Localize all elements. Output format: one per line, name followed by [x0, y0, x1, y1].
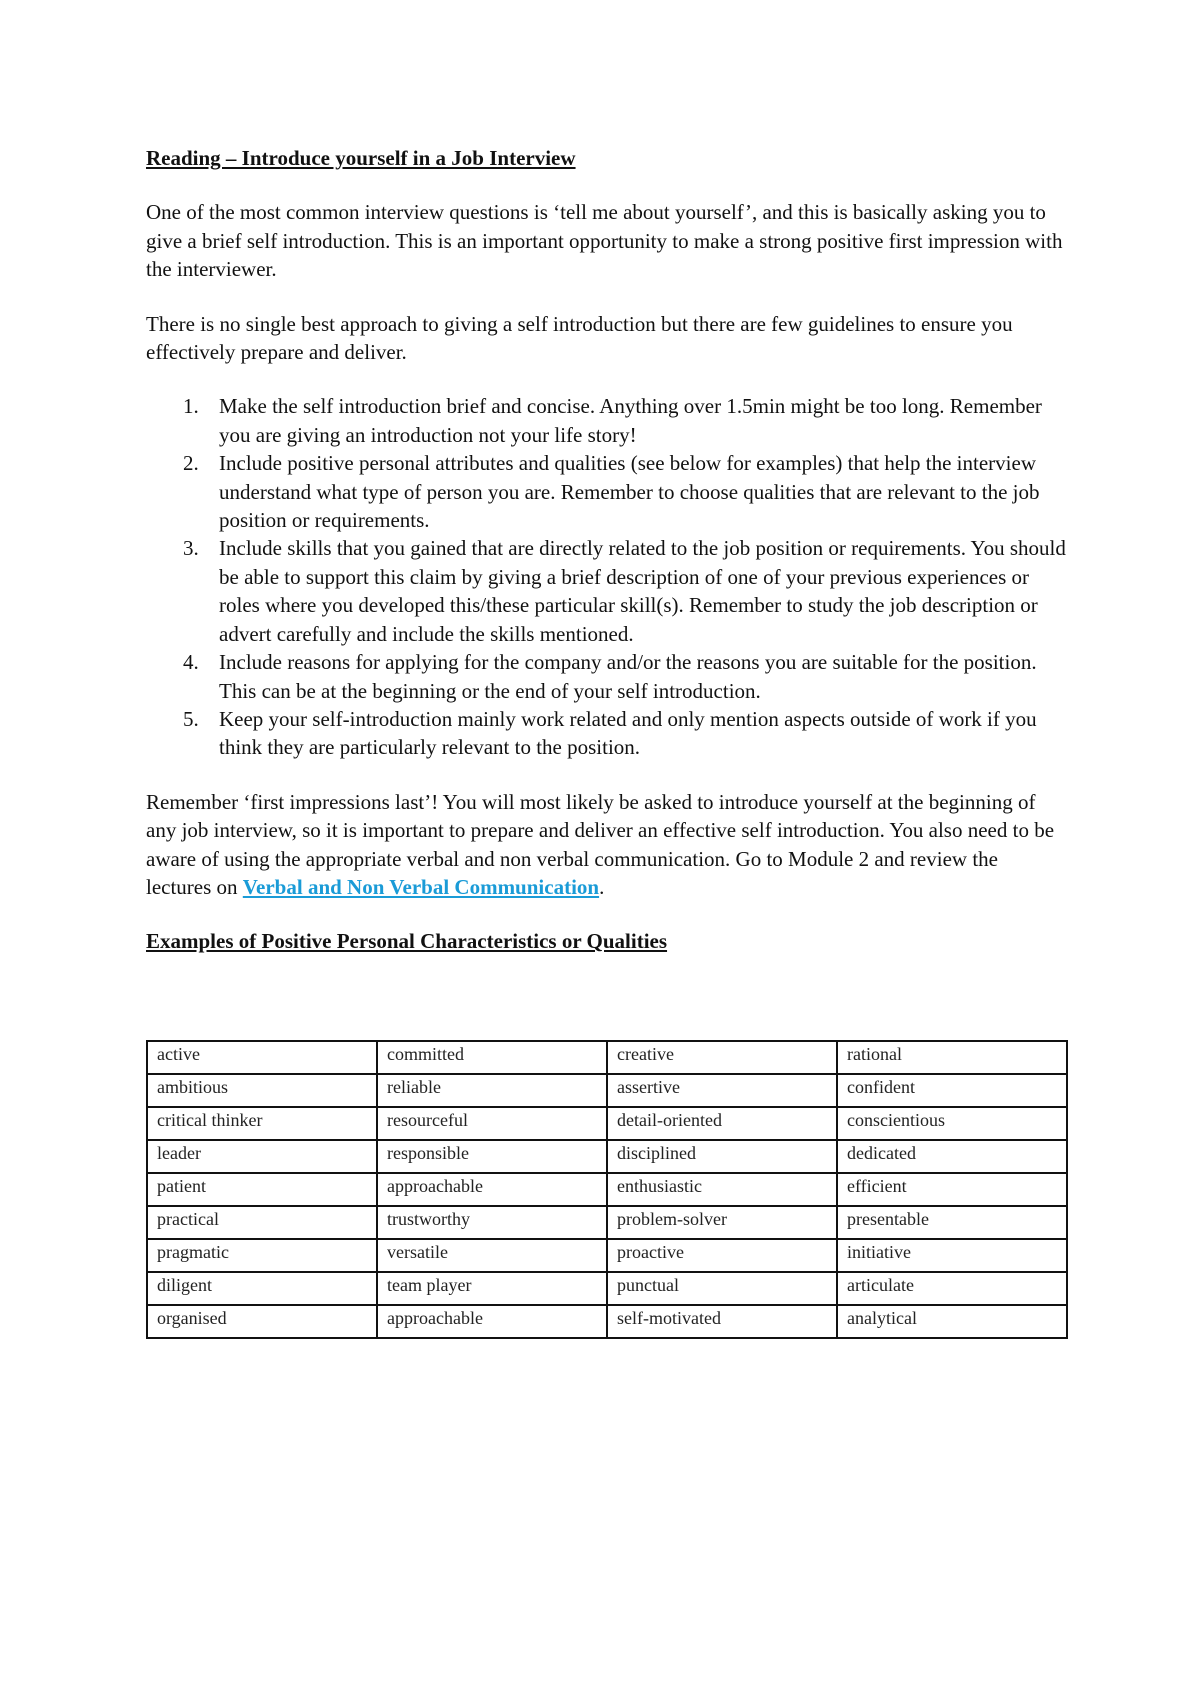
table-row: [147, 1272, 1067, 1305]
table-cell: problem-solver: [607, 1206, 837, 1239]
table-cell: self-motivated: [607, 1305, 837, 1338]
table-cell: approachable: [377, 1173, 607, 1206]
table-cell: patient: [147, 1173, 377, 1206]
table-cell: presentable: [837, 1206, 1067, 1239]
table-cell: committed: [377, 1041, 607, 1074]
page-title: Reading – Introduce yourself in a Job Interview: [146, 146, 576, 170]
qualities-table-body: [147, 1041, 1067, 1338]
list-item: [146, 648, 1066, 705]
table-cell: critical thinker: [147, 1107, 377, 1140]
table-row: [147, 1041, 1067, 1074]
table-cell: enthusiastic: [607, 1173, 837, 1206]
table-cell: reliable: [377, 1074, 607, 1107]
list-item-text: Make the self introduction brief and concise. Anything over 1.5min might be too long. Remember you are giving an introduction not your life story!: [219, 394, 1042, 447]
list-item: [146, 705, 1066, 762]
table-cell: efficient: [837, 1173, 1067, 1206]
table-cell: trustworthy: [377, 1206, 607, 1239]
table-cell: conscientious: [837, 1107, 1067, 1140]
table-cell: punctual: [607, 1272, 837, 1305]
table-cell: creative: [607, 1041, 837, 1074]
table-cell: resourceful: [377, 1107, 607, 1140]
table-cell: analytical: [837, 1305, 1067, 1338]
list-number: 2.: [183, 451, 199, 476]
closing-end: .: [599, 874, 605, 899]
table-cell: approachable: [377, 1305, 607, 1338]
table-cell: confident: [837, 1074, 1067, 1107]
list-item: [146, 534, 1066, 648]
table-cell: initiative: [837, 1239, 1067, 1272]
table-cell: assertive: [607, 1074, 837, 1107]
table-cell: rational: [837, 1041, 1067, 1074]
table-row: [147, 1140, 1067, 1173]
table-cell: active: [147, 1041, 377, 1074]
table-row: [147, 1239, 1067, 1272]
table-cell: articulate: [837, 1272, 1067, 1305]
closing-text: Remember ‘first impressions last’! You will most likely be asked to introduce yourself at the beginning of any job interview, so it is important to prepare and deliver an effective self introduction. You also need to be aware of using the appropriate verbal and non verbal communication. Go to Module 2 and review the lectures on: [146, 789, 1055, 899]
table-cell: responsible: [377, 1140, 607, 1173]
list-item-text: Include positive personal attributes and qualities (see below for examples) that help the interview understand what type of person you are. Remember to choose qualities that are relevant to the job position or requirements.: [219, 451, 1040, 533]
list-number: 3.: [183, 536, 199, 561]
list-number: 5.: [183, 706, 199, 731]
table-cell: diligent: [147, 1272, 377, 1305]
intro-paragraph-1: One of the most common interview questions is ‘tell me about yourself’, and this is basically asking you to give a brief self introduction. This is an important opportunity to make a strong positive first impression with the interviewer.: [146, 200, 1063, 282]
table-cell: ambitious: [147, 1074, 377, 1107]
list-number: 4.: [183, 650, 199, 675]
table-row: [147, 1074, 1067, 1107]
table-cell: pragmatic: [147, 1239, 377, 1272]
table-row: [147, 1305, 1067, 1338]
list-item-text: Include reasons for applying for the company and/or the reasons you are suitable for the position. This can be at the beginning or the end of your self introduction.: [219, 650, 1037, 703]
table-cell: team player: [377, 1272, 607, 1305]
list-item: [146, 392, 1066, 449]
list-item-text: Keep your self-introduction mainly work related and only mention aspects outside of work if you think they are particularly relevant to the position.: [219, 706, 1037, 760]
guidelines-list: [146, 392, 1066, 761]
intro-paragraph-2: There is no single best approach to giving a self introduction but there are few guidelines to ensure you effectively prepare and deliver.: [146, 311, 1013, 365]
table-row: [147, 1173, 1067, 1206]
table-cell: disciplined: [607, 1140, 837, 1173]
table-row: [147, 1206, 1067, 1239]
list-item-text: Include skills that you gained that are directly related to the job position or requirements. You should be able to support this claim by giving a brief description of one of your previous experiences or roles where you developed this/these particular skill(s). Remember to study the job description or advert carefully and include the skills mentioned.: [219, 536, 1066, 646]
qualities-table: [146, 1040, 1068, 1339]
table-cell: leader: [147, 1140, 377, 1173]
table-cell: dedicated: [837, 1140, 1067, 1173]
examples-heading: Examples of Positive Personal Characteristics or Qualities: [146, 929, 668, 954]
table-cell: versatile: [377, 1239, 607, 1272]
table-cell: detail-oriented: [607, 1107, 837, 1140]
verbal-communication-link[interactable]: Verbal and Non Verbal Communication: [242, 874, 600, 899]
table-cell: proactive: [607, 1239, 837, 1272]
document-body: [146, 144, 1066, 956]
table-cell: organised: [147, 1305, 377, 1338]
table-cell: practical: [147, 1206, 377, 1239]
closing-paragraph: [146, 788, 1066, 902]
table-row: [147, 1107, 1067, 1140]
list-number: 1.: [183, 394, 199, 419]
list-item: [146, 449, 1066, 534]
